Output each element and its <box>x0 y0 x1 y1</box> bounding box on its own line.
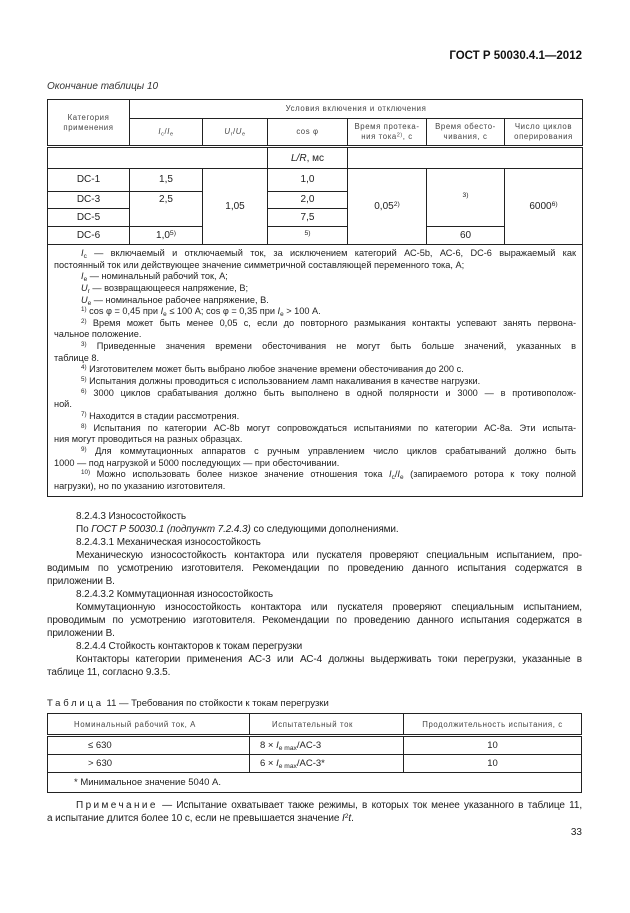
footnote-line: Ie — номинальный рабочий ток, А; <box>81 271 228 284</box>
superscript-text: 5) <box>169 229 176 237</box>
note-line <box>47 799 582 812</box>
footnote-line: $^{4)}$ Изготовителем может быть выбрано любое значение времени обесточивания до 200 с. <box>81 364 464 375</box>
italic-text: I <box>397 469 400 480</box>
document-code-header: ГОСТ Р 50030.4.1—2012 <box>449 50 582 62</box>
italic-text: I <box>342 812 345 824</box>
italic-text: I <box>158 127 162 136</box>
ic-ie-cell: 2,5 <box>130 192 203 227</box>
table-11 <box>47 713 582 793</box>
italic-text: U <box>81 282 88 293</box>
body-text-line: Механическую износостойкость контактора или пускателя проверяют специальным испытанием, про- <box>76 549 582 561</box>
footnote-line: $^{2)}$ Время может быть менее 0,05 с, если до повторного размыкания контакты успевают занять первона- <box>81 317 577 328</box>
italic-text: I <box>276 740 279 751</box>
superscript-text: 7) <box>81 410 87 418</box>
table-11-caption <box>47 698 329 710</box>
table-header-row <box>48 714 582 736</box>
note-block <box>47 799 582 825</box>
col-header-test-duration: Продолжительность испытания, с <box>404 714 582 736</box>
superscript-text: 2) <box>393 200 400 208</box>
col-header-test-current: Испытательный ток <box>250 714 404 736</box>
body-text-line: водимым по усмотрению изготовителя. Рекомендации по проведению данного испытания содержатся в <box>47 562 582 574</box>
table-number: 11 <box>103 698 117 709</box>
lr-unit-cell: L/R, мс <box>268 147 348 169</box>
table-row <box>48 736 582 755</box>
col-header-operating-cycles <box>505 119 583 147</box>
col-header-ur-ue: Ur/Ue <box>203 119 268 147</box>
test-duration-cell: 10 <box>404 755 582 773</box>
body-text <box>47 510 582 679</box>
category-cell: DC-5 <box>48 209 130 227</box>
footnote-line: $^{10)}$ Можно использовать более низкое значение отношения тока Ic/Ie (запираемого ротора к току полной <box>81 469 577 481</box>
rated-current-cell: ≤ 630 <box>48 736 250 755</box>
italic-text: t <box>348 812 352 824</box>
section-heading-8-2-4-3-1: 8.2.4.3.1 Механическая износостойкость <box>76 536 261 548</box>
footnote-line: $^{9)}$ Для коммутационных аппаратов с ручным управлением число циклов срабатываний должно быть <box>81 445 577 456</box>
superscript-text: 6) <box>81 387 87 395</box>
body-text-line: проводимым по усмотрению изготовителя. Рекомендации по проведению данного испытания содержатся в <box>47 614 582 626</box>
cos-phi-cell <box>268 227 348 245</box>
table-notes-cell <box>48 245 583 497</box>
footnote-line: $^{7)}$ Находится в стадии рассмотрения. <box>81 410 240 421</box>
subscript-text: c <box>161 131 165 138</box>
italic-text: U <box>81 294 88 305</box>
footnote-line: таблице 8. <box>54 352 100 363</box>
test-current-cell: 8 × Ie max/AC-3 <box>250 736 404 755</box>
footnote-line: чальное положение. <box>54 329 142 340</box>
italic-text: ГОСТ Р 50030.1 (подпункт 7.2.4.3) <box>91 523 251 535</box>
table-footnote-row <box>48 773 582 793</box>
superscript-text: 1) <box>81 306 87 314</box>
section-heading-8-2-4-4: 8.2.4.4 Стойкость контакторов к токам перегрузки <box>76 640 303 652</box>
footnote-line: Ur — возвращающееся напряжение, В; <box>81 282 249 295</box>
operating-cycles-cell: 6000$^{6)}$ <box>505 169 583 245</box>
category-cell: DC-6 <box>48 227 130 245</box>
note-label: Примечание <box>76 799 158 811</box>
italic-text: I <box>81 248 84 258</box>
col-header-ic-ie: Ic/Ie <box>130 119 203 147</box>
body-text-line: таблице 11, согласно 9.3.5. <box>47 666 171 678</box>
col-header-deenergize-time <box>427 119 505 147</box>
footnote-line: $^{6)}$ 3000 циклов срабатывания должно быть выполнено в одной полярности и 3000 — в противополож- <box>81 387 577 398</box>
italic-text: I <box>276 758 279 769</box>
table-label: Таблица <box>47 698 104 709</box>
col-header-category <box>48 100 130 147</box>
header-line: Время обесто- <box>435 122 496 131</box>
table-row <box>48 755 582 773</box>
header-line: Время протека- <box>354 122 420 131</box>
subscript-text: e <box>163 311 167 318</box>
empty-cell <box>348 147 583 169</box>
category-cell: DC-3 <box>48 192 130 209</box>
col-header-cos-phi: cos φ <box>268 119 348 147</box>
footnote-line: 1000 — под нагрузкой и 5000 последующих — при обесточивании. <box>54 457 340 468</box>
header-line: Число циклов <box>514 122 573 131</box>
header-line: ния тока$^{2)}$, с <box>361 132 413 141</box>
note-text: — Испытание охватывает также режимы, в которых ток менее указанного в таблице 11, <box>157 799 582 811</box>
italic-text: U <box>235 127 243 136</box>
subscript-text: e <box>399 473 404 481</box>
table-row <box>48 169 583 192</box>
superscript-text: 4) <box>81 364 87 372</box>
note-line: а испытание длится более 10 с, если не превышается значение $I^2t$. <box>47 812 354 824</box>
body-text-line: По ГОСТ Р 50030.1 (подпункт 7.2.4.3) со следующими дополнениями. <box>76 523 399 535</box>
test-duration-cell: 10 <box>404 736 582 755</box>
test-current-cell: 6 × Ie max/AC-3* <box>250 755 404 773</box>
header-line: оперирования <box>514 132 573 141</box>
current-flow-time-cell: 0,05$^{2)}$ <box>348 169 427 245</box>
subscript-text: r <box>87 287 90 295</box>
body-text-line: приложении В. <box>47 575 115 587</box>
deenergize-time-cell <box>427 169 505 227</box>
table-row <box>48 227 583 245</box>
subscript-text: e <box>83 276 88 284</box>
superscript-text: 2) <box>396 132 403 139</box>
subscript-text: e max <box>278 744 297 752</box>
ic-ie-cell: 1,0$^{5)}$ <box>130 227 203 245</box>
subscript-text: e <box>280 311 284 318</box>
footnote-line: ния могут проводиться на разных образцах. <box>54 434 243 445</box>
superscript-text: 3) <box>462 191 469 199</box>
col-header-current-flow-time <box>348 119 427 147</box>
table-10-continuation-caption: Окончание таблицы 10 <box>47 81 159 92</box>
superscript-text: 5) <box>304 229 311 237</box>
table-title: — Требования по стойкости к токам перегрузки <box>116 698 329 709</box>
category-cell: DC-1 <box>48 169 130 192</box>
table-footnote: * Минимальное значение 5040 А. <box>48 773 582 793</box>
subscript-text: e <box>87 299 92 307</box>
superscript-text: 8) <box>81 422 87 430</box>
header-line: чивания, с <box>443 132 488 141</box>
table-10 <box>47 99 583 497</box>
italic-text: U <box>224 127 231 136</box>
italic-text: I <box>277 306 281 317</box>
cos-phi-cell: 2,0 <box>268 192 348 209</box>
footnote-line: Ue — номинальное рабочее напряжение, В. <box>81 294 269 307</box>
superscript-text: 6) <box>551 200 558 208</box>
subscript-text: c <box>391 473 395 481</box>
footnote-line: ной. <box>54 399 72 410</box>
footnote-line: $^{5)}$ Испытания должны проводиться с использованием ламп накаливания в качестве нагрузки. <box>81 376 481 387</box>
section-heading-8-2-4-3-2: 8.2.4.3.2 Коммутационная износостойкость <box>76 588 274 600</box>
superscript-text: 10) <box>81 469 91 477</box>
italic-text: I <box>81 271 84 282</box>
footnote-line: $^{8)}$ Испытания по категории АС-8b могут сопровождаться испытаниями по категории АС-8а. Эти испыта- <box>81 422 577 433</box>
rated-current-cell: > 630 <box>48 755 250 773</box>
deenergize-time-cell: 60 <box>427 227 505 245</box>
footnote-line: $^{1)}$ cos φ = 0,45 при Ie ≤ 100 А; cos φ = 0,35 при Ie > 100 А. <box>81 306 321 318</box>
cos-phi-cell: 7,5 <box>268 209 348 227</box>
superscript-text: 9) <box>81 445 87 453</box>
italic-text: I <box>389 469 392 480</box>
col-group-header-conditions: Условия включения и отключения <box>130 100 583 119</box>
cos-phi-cell: 1,0 <box>268 169 348 192</box>
table-header-row <box>48 100 583 119</box>
footnote-line: постоянный ток или действующее значение симметричной составляющей переменного тока, А; <box>54 259 465 270</box>
table-notes-row <box>48 245 583 497</box>
italic-text: L/R <box>291 152 307 164</box>
body-text-line: Коммутационную износостойкость контактора или пускателя проверяют специальным испытанием, <box>76 601 582 613</box>
subscript-text: e <box>170 131 174 138</box>
table-unit-row <box>48 147 583 169</box>
body-text-line: приложении В. <box>47 627 115 639</box>
italic-text: I <box>167 127 171 136</box>
footnote-line: Ic — включаемый и отключаемый ток, за исключением категорий АС-5b, АС-6, DC-6 выражаемый как <box>81 248 577 260</box>
header-line: применения <box>63 122 114 132</box>
subscript-text: r <box>230 131 233 138</box>
superscript-text: 5) <box>81 376 87 384</box>
col-header-rated-current: Номинальный рабочий ток, А <box>48 714 250 736</box>
body-text-line: Контакторы категории применения АС-3 или АС-4 должны выдерживать токи перегрузки, указанные в <box>76 653 582 665</box>
footnote-line: $^{3)}$ Приведенные значения времени обесточивания не могут быть больше значений, указанных в <box>81 341 577 352</box>
section-heading-8-2-4-3: 8.2.4.3 Износостойкость <box>76 510 187 522</box>
subscript-text: c <box>83 252 87 260</box>
page-number: 33 <box>570 827 582 838</box>
ur-ue-cell: 1,05 <box>203 169 268 245</box>
italic-text: I <box>160 306 164 317</box>
footnote-line: нагрузки), но по указанию изготовителя. <box>54 480 226 491</box>
superscript-text: 3) <box>81 341 87 349</box>
superscript-text: 2 <box>344 812 349 820</box>
empty-cell <box>48 147 268 169</box>
superscript-text: 2) <box>81 317 87 325</box>
ic-ie-cell: 1,5 <box>130 169 203 192</box>
header-line: Категория <box>67 112 110 122</box>
subscript-text: e max <box>278 762 297 770</box>
subscript-text: e <box>242 131 246 138</box>
